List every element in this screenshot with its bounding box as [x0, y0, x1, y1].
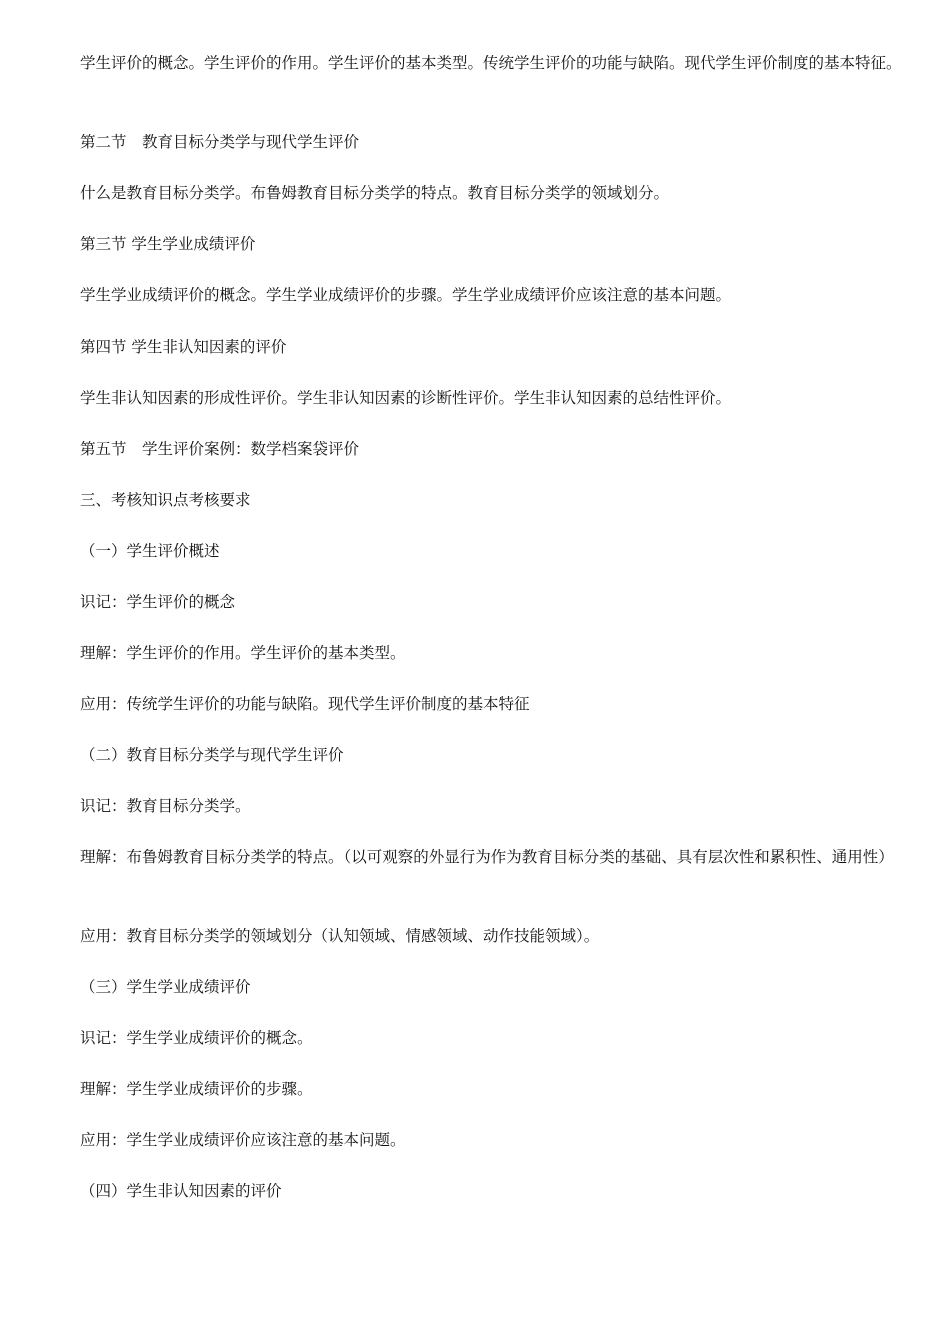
section-heading-4: 第四节 学生非认知因素的评价 [80, 338, 287, 356]
section-heading-2: 第二节 教育目标分类学与现代学生评价 [80, 133, 360, 151]
item-2-apply: 应用：教育目标分类学的领域划分（认知领域、情感领域、动作技能领域）。 [80, 927, 600, 945]
item-1-memorize: 识记：学生评价的概念 [80, 593, 236, 611]
section-heading-5: 第五节 学生评价案例：数学档案袋评价 [80, 440, 360, 458]
paragraph-section-3-topics: 学生学业成绩评价的概念。学生学业成绩评价的步骤。学生学业成绩评价应该注意的基本问题。 [80, 286, 732, 304]
subheading-4: （四）学生非认知因素的评价 [80, 1182, 282, 1200]
item-1-apply: 应用：传统学生评价的功能与缺陷。现代学生评价制度的基本特征 [80, 695, 530, 713]
subheading-2: （二）教育目标分类学与现代学生评价 [80, 746, 344, 764]
item-1-understand: 理解：学生评价的作用。学生评价的基本类型。 [80, 644, 406, 662]
item-2-understand: 理解：布鲁姆教育目标分类学的特点。（以可观察的外显行为作为教育目标分类的基础、具有层次性和累积性、通用性） [80, 848, 894, 866]
item-3-understand: 理解：学生学业成绩评价的步骤。 [80, 1080, 313, 1098]
subheading-1: （一）学生评价概述 [80, 542, 220, 560]
item-3-apply: 应用：学生学业成绩评价应该注意的基本问题。 [80, 1131, 406, 1149]
paragraph-section-4-topics: 学生非认知因素的形成性评价。学生非认知因素的诊断性评价。学生非认知因素的总结性评价。 [80, 389, 732, 407]
chapter-heading-requirements: 三、考核知识点考核要求 [80, 491, 251, 509]
subheading-3: （三）学生学业成绩评价 [80, 978, 251, 996]
paragraph-intro-topics: 学生评价的概念。学生评价的作用。学生评价的基本类型。传统学生评价的功能与缺陷。现代学生评价制度的基本特征。 [80, 54, 902, 72]
item-3-memorize: 识记：学生学业成绩评价的概念。 [80, 1029, 313, 1047]
item-2-memorize: 识记：教育目标分类学。 [80, 797, 251, 815]
section-heading-3: 第三节 学生学业成绩评价 [80, 235, 256, 253]
paragraph-section-2-topics: 什么是教育目标分类学。布鲁姆教育目标分类学的特点。教育目标分类学的领域划分。 [80, 184, 670, 202]
